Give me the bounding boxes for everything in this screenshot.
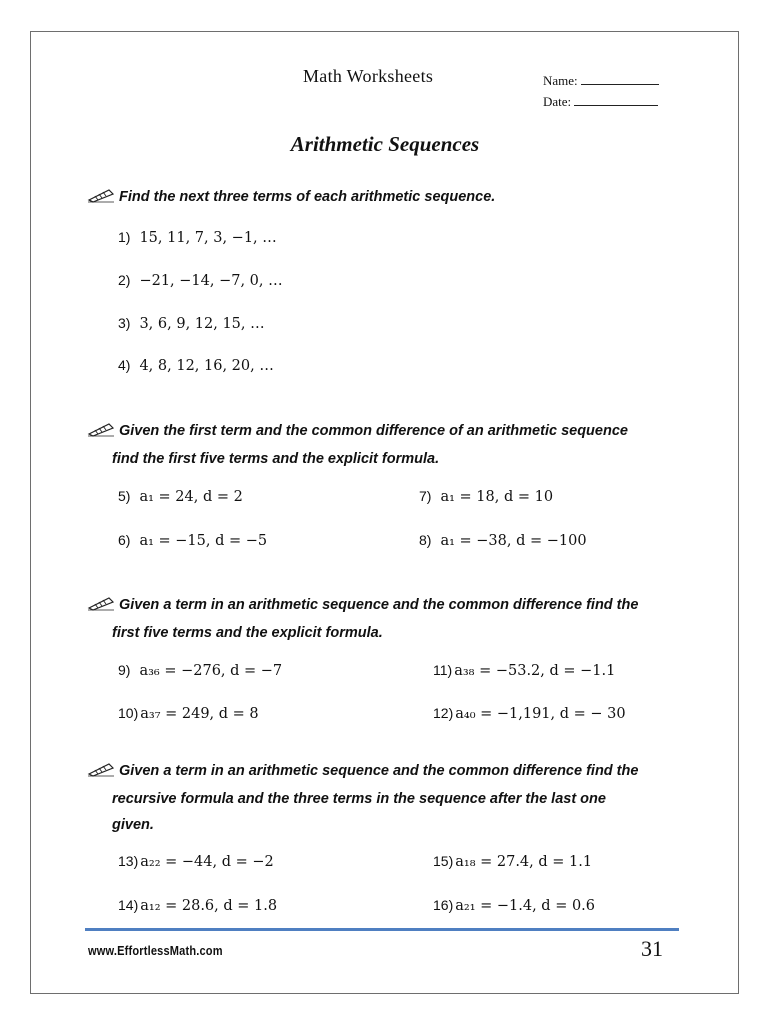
problem-expression: a₁ = 24, d = 2 xyxy=(139,489,243,505)
problem-15 xyxy=(433,853,592,871)
section-1-instruction xyxy=(87,182,687,212)
problem-expression: −21, −14, −7, 0, … xyxy=(139,273,283,289)
instruction-text: Given a term in an arithmetic sequence and the common difference find the xyxy=(119,597,639,613)
problem-expression: 3, 6, 9, 12, 15, … xyxy=(139,316,265,332)
problem-7 xyxy=(419,488,553,506)
problem-number: 10) xyxy=(118,705,139,721)
problem-5 xyxy=(118,488,243,506)
problem-expression: a₁ = −38, d = −100 xyxy=(440,533,587,549)
problem-expression: a₃₇ = 249, d = 8 xyxy=(140,706,259,722)
date-label: Date: xyxy=(543,94,572,109)
problem-expression: a₄₀ = −1,191, d = − 30 xyxy=(455,706,626,722)
problem-number: 13) xyxy=(118,853,139,869)
problem-12 xyxy=(433,705,626,723)
section-2-instruction xyxy=(87,416,687,472)
problem-number: 4) xyxy=(118,357,131,373)
problem-expression: a₁ = −15, d = −5 xyxy=(139,533,268,549)
problem-number: 5) xyxy=(118,488,131,504)
problem-expression: a₁₈ = 27.4, d = 1.1 xyxy=(455,854,593,870)
problem-6 xyxy=(118,532,267,550)
problem-13 xyxy=(118,853,274,871)
problem-expression: 15, 11, 7, 3, −1, … xyxy=(139,230,277,246)
problem-number: 9) xyxy=(118,662,131,678)
page-title: Arithmetic Sequences xyxy=(290,132,480,156)
problem-8 xyxy=(419,532,587,550)
worksheet-header-title: Math Worksheets xyxy=(303,66,434,86)
problem-expression: a₂₁ = −1.4, d = 0.6 xyxy=(455,898,596,914)
problem-number: 3) xyxy=(118,315,131,331)
pencil-icon xyxy=(87,595,115,611)
section-4-instruction xyxy=(87,756,687,838)
problem-9 xyxy=(118,662,282,680)
problem-3 xyxy=(118,315,265,333)
problem-expression: a₂₂ = −44, d = −2 xyxy=(140,854,274,870)
footer-website: www.EffortlessMath.com xyxy=(88,943,223,958)
problem-number: 2) xyxy=(118,272,131,288)
problem-number: 15) xyxy=(433,853,454,869)
problem-number: 12) xyxy=(433,705,454,721)
instruction-continued: find the first five terms and the explicit formula. xyxy=(112,451,440,467)
footer-divider xyxy=(85,928,679,931)
problem-expression: a₁ = 18, d = 10 xyxy=(440,489,554,505)
problem-number: 11) xyxy=(433,662,453,678)
problem-11 xyxy=(433,662,615,680)
problem-number: 1) xyxy=(118,229,131,245)
problem-number: 16) xyxy=(433,897,454,913)
problem-16 xyxy=(433,897,595,915)
problem-number: 7) xyxy=(419,488,432,504)
instruction-text: Given the first term and the common difference of an arithmetic sequence xyxy=(119,423,628,439)
instruction-continued: recursive formula and the three terms in the sequence after the last one xyxy=(112,791,606,807)
page-number: 31 xyxy=(641,936,663,961)
problem-expression: a₃₈ = −53.2, d = −1.1 xyxy=(454,663,616,679)
pencil-icon xyxy=(87,187,115,203)
problem-number: 8) xyxy=(419,532,432,548)
problem-expression: a₁₂ = 28.6, d = 1.8 xyxy=(140,898,278,914)
instruction-text: Given a term in an arithmetic sequence and the common difference find the xyxy=(119,763,639,779)
problem-number: 14) xyxy=(118,897,139,913)
problem-4 xyxy=(118,357,274,375)
instruction-continued: first five terms and the explicit formula. xyxy=(112,625,383,641)
problem-expression: a₃₆ = −276, d = −7 xyxy=(139,663,283,679)
pencil-icon xyxy=(87,761,115,777)
instruction-text: Find the next three terms of each arithmetic sequence. xyxy=(119,189,496,205)
problem-10 xyxy=(118,705,259,723)
name-blank xyxy=(581,74,659,85)
problem-expression: 4, 8, 12, 16, 20, … xyxy=(139,358,274,374)
problem-2 xyxy=(118,272,283,290)
name-field xyxy=(543,73,659,89)
page-border xyxy=(30,31,739,994)
name-label: Name: xyxy=(543,73,578,88)
date-field xyxy=(543,94,658,110)
instruction-continued-2: given. xyxy=(112,817,154,833)
problem-1 xyxy=(118,229,277,247)
section-3-instruction xyxy=(87,590,687,646)
date-blank xyxy=(574,95,658,106)
problem-number: 6) xyxy=(118,532,131,548)
problem-14 xyxy=(118,897,277,915)
pencil-icon xyxy=(87,421,115,437)
